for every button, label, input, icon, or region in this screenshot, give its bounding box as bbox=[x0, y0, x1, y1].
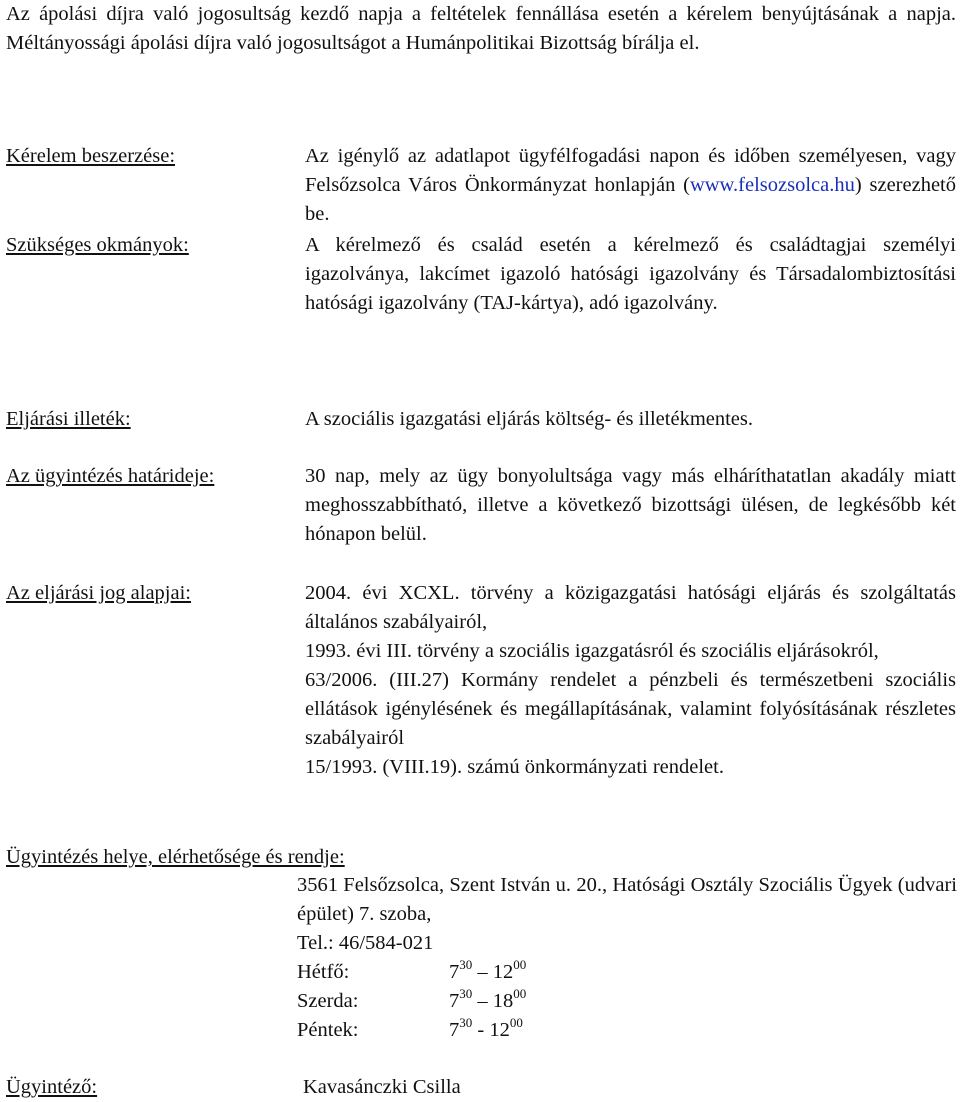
website-link[interactable]: www.felsozsolca.hu bbox=[689, 174, 855, 196]
jogalap-item: 15/1993. (VIII.19). számú önkormányzati rendelet. bbox=[305, 756, 724, 778]
hours-day: Péntek: bbox=[297, 1019, 359, 1041]
kerelem-text bbox=[305, 142, 956, 229]
kerelem-text-after: ) szerezhető be. bbox=[305, 174, 956, 225]
helye-label: Ügyintézés helye, elérhetősége és rendje: bbox=[6, 846, 345, 868]
kerelem-label: Kérelem beszerzése: bbox=[6, 145, 176, 167]
jogalap-item: 63/2006. (III.27) Kormány rendelet a pénzbeli és természetbeni szociális ellátások igénylésének és megállapításának, valamint folyósításának részletes szabályairól bbox=[305, 669, 956, 749]
jogalap-list bbox=[305, 579, 956, 782]
phone-text: Tel.: 46/584-021 bbox=[297, 932, 434, 954]
hatarido-label: Az ügyintézés határideje: bbox=[6, 465, 215, 487]
illetek-text: A szociális igazgatási eljárás költség- és illetékmentes. bbox=[305, 408, 754, 430]
okmanyok-label: Szükséges okmányok: bbox=[6, 234, 189, 256]
jogalap-label: Az eljárási jog alapjai: bbox=[6, 582, 191, 604]
illetek-label: Eljárási illeték: bbox=[6, 408, 131, 430]
address-text: 3561 Felsőzsolca, Szent István u. 20., Hatósági Osztály Szociális Ügyek (udvari épület) 7. szoba, bbox=[297, 874, 957, 925]
hours-time: $7^{30} - 12^{00}$ bbox=[449, 1015, 523, 1041]
jogalap-item: 1993. évi III. törvény a szociális igazgatásról és szociális eljárásokról, bbox=[305, 640, 879, 662]
hatarido-text: 30 nap, mely az ügy bonyolultsága vagy más elháríthatatlan akadály miatt meghosszabbítható, illetve a következő bizottsági ülésen, de legkésőbb két hónapon belül. bbox=[305, 465, 956, 545]
hours-time: $7^{30} - 18^{00}$ bbox=[449, 986, 527, 1012]
intro-paragraph: Az ápolási díjra való jogosultság kezdő napja a feltételek fennállása esetén a kérelem benyújtásának a napja. Méltányossági ápolási díjra való jogosultságot a Humánpolitikai Bizottság bírálja el. bbox=[6, 3, 956, 54]
okmanyok-text: A kérelmező és család esetén a kérelmező és családtagjai személyi igazolványa, lakcímet igazoló hatósági igazolvány és Társadalombiztosítási hatósági igazolvány (TAJ-kártya), adó igazolvány. bbox=[305, 234, 956, 314]
address-block bbox=[297, 871, 957, 958]
ugyintezo-label: Ügyintéző: bbox=[6, 1076, 98, 1098]
hours-day: Szerda: bbox=[297, 990, 359, 1012]
kerelem-text-before: Az igénylő az adatlapot ügyfélfogadási napon és időben személyesen, vagy Felsőzsolca Város Önkormányzat honlapján ( bbox=[305, 145, 956, 196]
ugyintezo-name: Kavasánczki Csilla bbox=[303, 1076, 461, 1098]
jogalap-item: 2004. évi XCXL. törvény a közigazgatási hatósági eljárás és szolgáltatás általános szabályairól, bbox=[305, 582, 956, 633]
hours-day: Hétfő: bbox=[297, 961, 350, 983]
hours-time: $7^{30} - 12^{00}$ bbox=[449, 957, 527, 983]
